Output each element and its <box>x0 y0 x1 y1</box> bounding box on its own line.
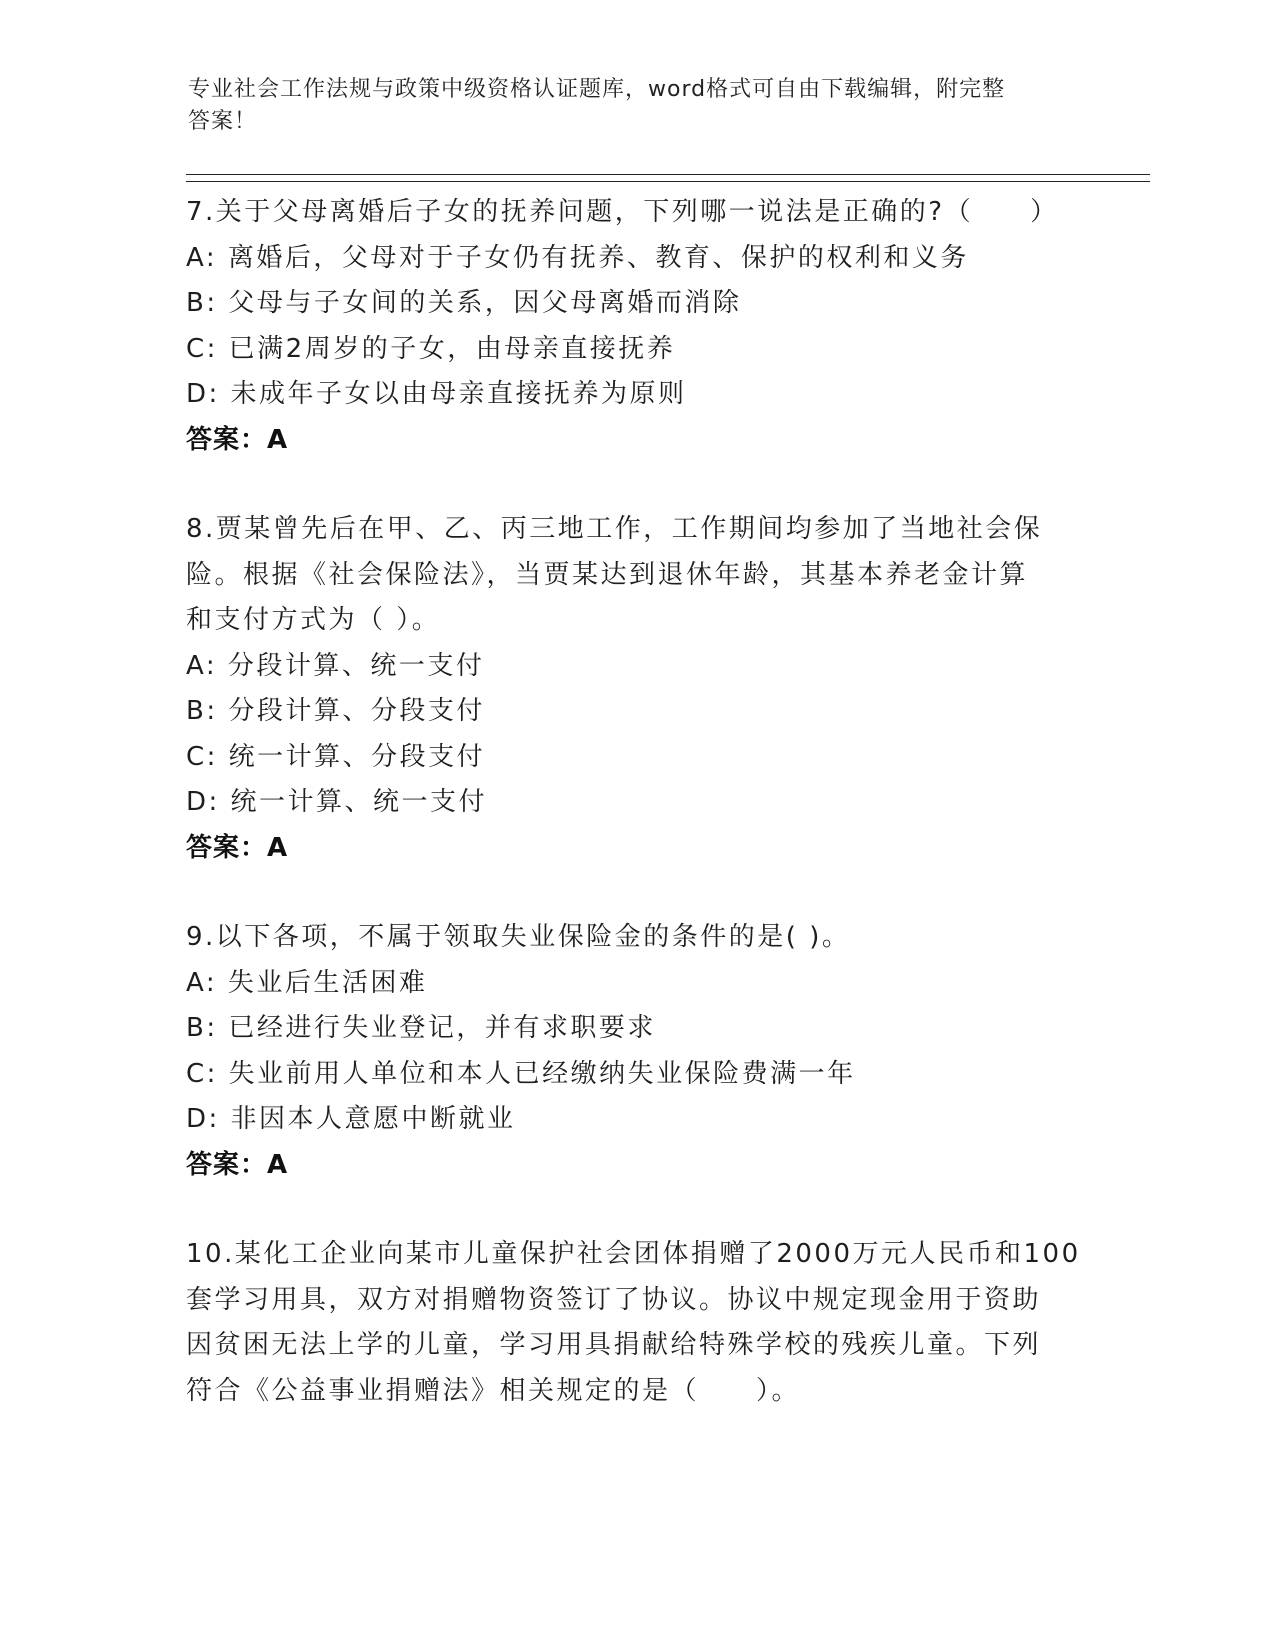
answer-label: 答案：A <box>186 1149 289 1180</box>
option-b: B: 分段计算、分段支付 <box>186 696 485 726</box>
header-divider <box>186 181 1150 182</box>
question-stem: 符合《公益事业捐赠法》相关规定的是（ ）。 <box>186 1375 801 1406</box>
question-stem: 7.关于父母离婚后子女的抚养问题，下列哪一说法是正确的?（ ） <box>186 197 1059 227</box>
question-stem: 8.贾某曾先后在甲、乙、丙三地工作，工作期间均参加了当地社会保 <box>186 514 1043 544</box>
question-stem: 套学习用具，双方对捐赠物资签订了协议。协议中规定现金用于资助 <box>186 1284 1042 1315</box>
question-10 <box>186 1232 1086 1414</box>
option-c: C: 已满2周岁的子女，由母亲直接抚养 <box>186 333 676 364</box>
question-9 <box>186 915 1086 1188</box>
header-divider <box>186 174 1150 175</box>
option-d: D: 非因本人意愿中断就业 <box>186 1104 516 1134</box>
question-list <box>186 190 1086 1414</box>
document-header <box>188 74 1068 138</box>
question-spacer <box>186 463 1086 507</box>
question-stem: 因贫困无法上学的儿童，学习用具捐献给特殊学校的残疾儿童。下列 <box>186 1330 1042 1360</box>
question-stem: 10.某化工企业向某市儿童保护社会团体捐赠了2000万元人民币和100 <box>186 1239 1081 1269</box>
option-d: D: 未成年子女以由母亲直接抚养为原则 <box>186 379 687 409</box>
question-spacer <box>186 871 1086 915</box>
option-b: B: 已经进行失业登记，并有求职要求 <box>186 1013 656 1043</box>
option-c: C: 失业前用人单位和本人已经缴纳失业保险费满一年 <box>186 1058 856 1089</box>
header-line: 答案！ <box>188 109 258 134</box>
question-8 <box>186 507 1086 871</box>
option-a: A: 失业后生活困难 <box>186 967 428 998</box>
option-d: D: 统一计算、统一支付 <box>186 787 488 817</box>
answer-label: 答案：A <box>186 424 289 455</box>
option-c: C: 统一计算、分段支付 <box>186 741 486 772</box>
question-stem: 和支付方式为（ ）。 <box>186 605 441 635</box>
question-stem: 9.以下各项，不属于领取失业保险金的条件的是( )。 <box>186 922 851 952</box>
option-a: A: 离婚后，父母对于子女仍有抚养、教育、保护的权利和义务 <box>186 242 969 273</box>
option-a: A: 分段计算、统一支付 <box>186 650 485 681</box>
question-stem: 险。根据《社会保险法》，当贾某达到退休年龄，其基本养老金计算 <box>186 559 1029 590</box>
question-spacer <box>186 1188 1086 1232</box>
question-7 <box>186 190 1086 463</box>
header-line: 专业社会工作法规与政策中级资格认证题库，word格式可自由下载编辑，附完整 <box>188 77 1006 102</box>
answer-label: 答案：A <box>186 832 289 863</box>
option-b: B: 父母与子女间的关系，因父母离婚而消除 <box>186 288 742 318</box>
